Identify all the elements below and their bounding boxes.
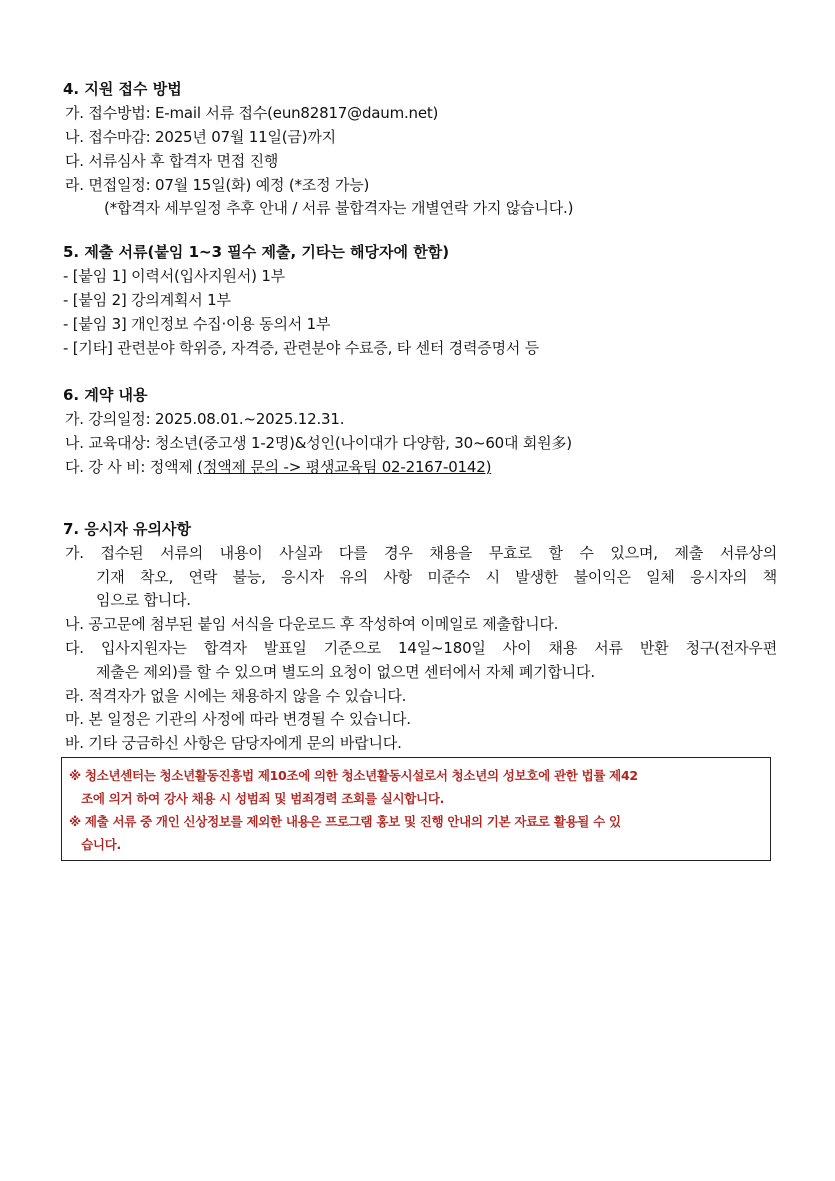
section-7-item-d: 라. 적격자가 없을 시에는 채용하지 않을 수 있습니다. xyxy=(65,687,407,705)
section-4-item-1: 가. 접수방법: E-mail 서류 접수(eun82817@daum.net) xyxy=(65,104,439,122)
section-7-item-e: 마. 본 일정은 기관의 사정에 따라 변경될 수 있습니다. xyxy=(65,710,411,728)
section-6-title: 6. 계약 내용 xyxy=(63,386,148,404)
section-7-item-f: 바. 기타 궁금하신 사항은 담당자에게 문의 바랍니다. xyxy=(65,734,402,752)
section-7-title: 7. 응시자 유의사항 xyxy=(63,520,192,538)
section-7-item-a-line-1: 가. 접수된 서류의 내용이 사실과 다를 경우 채용을 무효로 할 수 있으며, 제출 서류상의 xyxy=(65,544,777,562)
section-4-note: (*합격자 세부일정 추후 안내 / 서류 불합격자는 개별연락 가지 않습니다.) xyxy=(104,199,574,217)
section-4-title: 4. 지원 접수 방법 xyxy=(63,80,182,98)
section-7-item-a-line-3: 임으로 합니다. xyxy=(96,591,191,609)
section-4-item-3: 다. 서류심사 후 합격자 면접 진행 xyxy=(65,152,279,170)
fee-label: 다. 강 사 비: 정액제 xyxy=(65,458,198,476)
section-5-item-2: - [붙임 2] 강의계획서 1부 xyxy=(63,291,231,309)
fee-contact: (정액제 문의 -> 평생교육팀 02-2167-0142) xyxy=(197,458,492,476)
notice-box xyxy=(61,757,771,861)
notice-line-1: ※ 청소년센터는 청소년활동진흥법 제10조에 의한 청소년활동시설로서 청소년의 성보호에 관한 법률 제42 xyxy=(69,768,638,783)
section-7-item-c-line-2: 제출은 제외)를 할 수 있으며 별도의 요청이 없으면 센터에서 자체 폐기합니다. xyxy=(96,663,595,681)
section-5-item-1: - [붙임 1] 이력서(입사지원서) 1부 xyxy=(63,267,285,285)
section-6-item-1: 가. 강의일정: 2025.08.01.~2025.12.31. xyxy=(65,410,345,428)
section-6-item-3 xyxy=(65,456,491,477)
section-5-item-4: - [기타] 관련분야 학위증, 자격증, 관련분야 수료증, 타 센터 경력증명서 등 xyxy=(63,339,540,357)
notice-line-4: 습니다. xyxy=(69,837,121,852)
section-4-item-4: 라. 면접일정: 07월 15일(화) 예정 (*조정 가능) xyxy=(65,176,370,194)
notice-line-2: 조에 의거 하여 강사 채용 시 성범죄 및 범죄경력 조회를 실시합니다. xyxy=(69,791,445,806)
notice-line-3: ※ 제출 서류 중 개인 신상정보를 제외한 내용은 프로그램 홍보 및 진행 안내의 기본 자료로 활용될 수 있 xyxy=(69,814,621,829)
section-5-item-3: - [붙임 3] 개인정보 수집·이용 동의서 1부 xyxy=(63,315,331,333)
section-4-item-2: 나. 접수마감: 2025년 07월 11일(금)까지 xyxy=(65,128,336,146)
section-6-item-2: 나. 교육대상: 청소년(중고생 1-2명)&성인(나이대가 다양함, 30~60대 회원多) xyxy=(65,434,572,452)
section-7-item-c-line-1: 다. 입사지원자는 합격자 발표일 기준으로 14일~180일 사이 채용 서류 반환 청구(전자우편 xyxy=(65,639,777,657)
section-5-title: 5. 제출 서류(붙임 1~3 필수 제출, 기타는 해당자에 한함) xyxy=(63,243,450,261)
section-7-item-a-line-2: 기재 착오, 연락 불능, 응시자 유의 사항 미준수 시 발생한 불이익은 일체 응시자의 책 xyxy=(96,568,777,586)
section-7-item-b: 나. 공고문에 첨부된 붙임 서식을 다운로드 후 작성하여 이메일로 제출합니다. xyxy=(65,615,559,633)
